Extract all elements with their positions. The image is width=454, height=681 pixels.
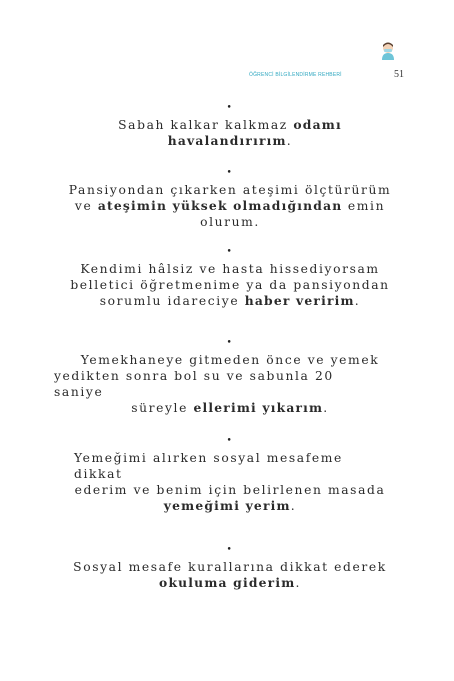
line: Sosyal mesafe kurallarına dikkat ederek — [73, 560, 387, 574]
line: okuluma giderim. — [159, 575, 301, 590]
line: ve ateşimin yüksek olmadığından emin — [74, 198, 386, 213]
line: olurum. — [200, 215, 260, 229]
line: süreyle ellerimi yıkarım. — [131, 400, 329, 415]
line: Yemeğimi alırken sosyal mesafeme — [74, 451, 343, 465]
line: Pansiyondan çıkarken ateşimi ölçtürürüm — [68, 183, 392, 197]
line: saniye — [54, 385, 104, 399]
line: yemeğimi yerim. — [163, 498, 297, 513]
student-mask-icon — [380, 42, 396, 60]
bullet: • — [226, 545, 234, 555]
guideline-item-5 — [60, 436, 400, 514]
bullet: • — [226, 247, 234, 257]
bullet: • — [226, 103, 234, 113]
header-title: ÖĞRENCİ BİLGİLENDİRME REHBERİ — [249, 72, 342, 78]
avatar — [380, 42, 396, 60]
guideline-item-4 — [54, 338, 400, 416]
bullet: • — [226, 436, 234, 446]
line: dikkat — [74, 467, 123, 481]
line: Yemekhaneye gitmeden önce ve yemek — [80, 353, 380, 367]
guideline-item-6 — [60, 545, 400, 591]
line: havalandırırım. — [167, 133, 293, 148]
line: ederim ve benim için belirlenen masada — [74, 483, 386, 497]
bullet: • — [226, 168, 234, 178]
line: yedikten sonra bol su ve sabunla 20 — [54, 369, 334, 383]
bullet: • — [226, 338, 234, 348]
line: belletici öğretmenime ya da pansiyondan — [70, 278, 390, 292]
page-number: 51 — [394, 69, 404, 80]
guideline-item-2 — [60, 168, 400, 230]
guideline-item-3 — [60, 247, 400, 309]
guideline-item-1 — [60, 103, 400, 149]
line: Kendimi hâlsiz ve hasta hissediyorsam — [80, 262, 380, 276]
line: sorumlu idareciye haber veririm. — [99, 293, 361, 308]
line: Sabah kalkar kalkmaz odamı — [118, 117, 342, 132]
